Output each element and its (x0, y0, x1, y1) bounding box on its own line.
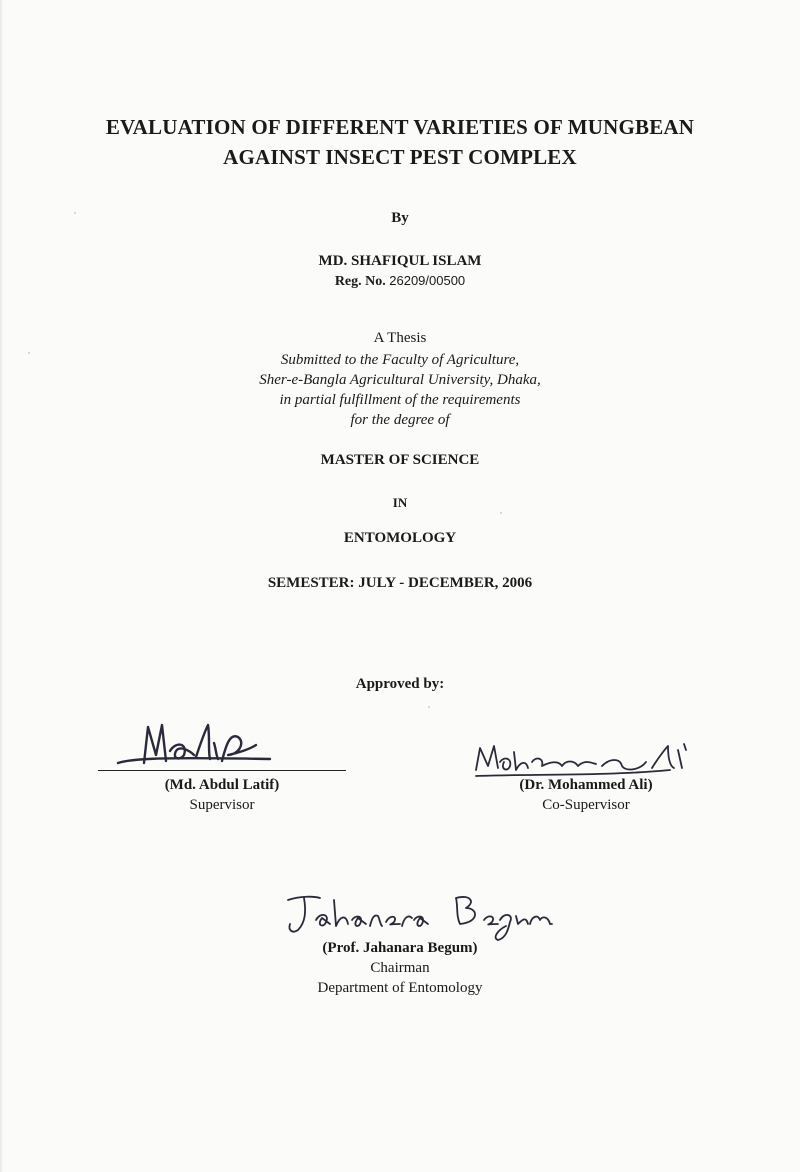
thesis-title-line-1: EVALUATION OF DIFFERENT VARIETIES OF MUNGBEAN (105, 115, 695, 139)
chairman-department: Department of Entomology (317, 980, 483, 996)
thesis-title (0, 112, 800, 172)
supervisor-signature (110, 715, 290, 775)
co-supervisor-name: (Dr. Mohammed Ali) (519, 777, 653, 793)
supervisor-signature-line (98, 770, 346, 771)
chairman-role: Chairman (370, 960, 430, 976)
chairman-block (260, 938, 540, 998)
scan-speck (74, 212, 76, 214)
semester-label: SEMESTER: JULY - DECEMBER, 2006 (267, 575, 533, 591)
scan-speck (500, 512, 502, 514)
submission-line: Submitted to the Faculty of Agriculture, (280, 352, 520, 368)
submission-line: in partial fulfillment of the requirements (279, 392, 521, 408)
degree-name: MASTER OF SCIENCE (320, 452, 480, 468)
approved-by-label: Approved by: (355, 676, 445, 692)
co-supervisor-block (470, 775, 702, 815)
reg-label: Reg. No. (334, 274, 386, 289)
submission-line: Sher-e-Bangla Agricultural University, Dhaka, (259, 372, 541, 388)
scan-speck (28, 352, 30, 354)
thesis-title-line-2: AGAINST INSECT PEST COMPLEX (223, 145, 577, 169)
author-name: MD. SHAFIQUL ISLAM (318, 253, 482, 269)
supervisor-block (98, 775, 346, 815)
supervisor-name: (Md. Abdul Latif) (164, 777, 280, 793)
subject-name: ENTOMOLOGY (343, 530, 457, 546)
chairman-name: (Prof. Jahanara Begum) (322, 940, 478, 956)
thesis-label: A Thesis (373, 330, 427, 346)
supervisor-role: Supervisor (189, 797, 255, 813)
in-label: IN (392, 495, 408, 510)
registration-number (0, 273, 800, 290)
co-supervisor-role: Co-Supervisor (542, 797, 630, 813)
submission-statement (0, 350, 800, 430)
scan-speck (428, 706, 430, 708)
submission-line: for the degree of (350, 412, 450, 428)
by-label: By (391, 210, 409, 226)
reg-value: 26209/00500 (389, 273, 466, 288)
